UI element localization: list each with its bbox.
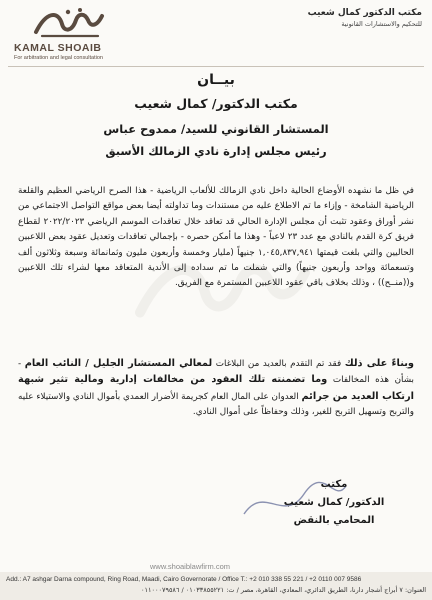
paragraph-2-emphasis: وما تضمنته تلك العقود من مخالفات إدارية ومالية تثير شبهة ارتكاب العديد من جرائم xyxy=(18,374,414,402)
footer-address-english: Add.: A7 ashgar Darna compound, Ring Road, Maadi, Cairo Governorate / Office T.: +2 010 338 55 221 / +2 0110 007 9586 xyxy=(6,576,362,583)
firm-logo xyxy=(6,6,136,64)
statement-title: بيــان xyxy=(197,72,235,88)
paragraph-2-text-c: العدوان على المال العام كجريمة الأضرار العمدي بأموال النادي والاستيلاء عليه والتربح وتسهيل التربح للغير، وذلك وحفاظاً على أموال النادي. xyxy=(18,391,414,418)
statement-from: مكتب الدكتور/ كمال شعيب xyxy=(134,96,298,111)
statement-to-line1: المستشار القانوني للسيد/ ممدوح عباس xyxy=(103,122,329,136)
paragraph-2 xyxy=(18,356,414,421)
paragraph-2-text-a: فقد تم التقدم بالعديد من البلاغات xyxy=(212,359,345,369)
office-name: مكتب الدكتور كمال شعيب xyxy=(307,8,422,18)
logo-calligraphy-icon xyxy=(28,6,108,40)
logo-english-name: KAMAL SHOAIB xyxy=(14,42,102,54)
paragraph-2-text-b: - بشأن هذه المخالفات xyxy=(18,359,414,386)
signature-office: مكتب xyxy=(320,479,348,490)
office-heading xyxy=(308,8,422,28)
logo-tagline: For arbitration and legal consultation xyxy=(14,55,103,61)
signature-block xyxy=(254,476,414,530)
signature-title: المحامي بالنقض xyxy=(293,515,375,526)
office-subtitle: للتحكيم والاستشارات القانونية xyxy=(341,20,422,28)
paragraph-1: في ظل ما نشهده الأوضاع الحالية داخل نادي الزمالك للألعاب الرياضية - هذا الصرح الرياضي العظيم والقلعة الرياضية الشامخة - وإزاء ما تم الاطلاع عليه من مستندات وما تداولته أيضا بعض مواقع التواصل الاجتماعي من نشر أوراق وعقود تثبت أن مجلس الإدارة الحالي قد تعاقد خلال تعاقدات الموسم الرياضي ٢٠٢٢/٢٠٢٣ لقطاع فريق كرة القدم بالنادي مع عدد ٢٣ لاعباً - وهذا ما أمكن حصره - بإجمالي تعاقدات وتعديل عقود بعض اللاعبين الحاليين والتي بلغت قيمتها ١,٠٤٥,٨٣٧,٩٤١ جنيهاً (مليار وخمسة وأربعون مليون وثمانمائة وسبعة وثلاثون ألف وتسعمائة وواحد وأربعون جنيهاً) والتي شملت ما تم سداده إلى الأندية المتعاقد معها لشراء تلك اللاعبين و((منــح)) ، وذلك بخلاف باقي عقود اللاعبين المستمرة مع الفريق. xyxy=(18,186,414,289)
footer-address-arabic: العنوان: ٧ أبراج أشجار دارنا، الطريق الدائري، المعادي، القاهرة، مصر / ت: ٠١٠٣٣٨٥٥٢٢١ / ٠١١٠٠٠٧٩٥٨٦ xyxy=(141,586,426,594)
letterhead xyxy=(0,0,432,70)
header-divider xyxy=(8,66,424,67)
signature-name: الدكتور/ كمال شعيب xyxy=(283,497,385,508)
website-link[interactable]: www.shoaiblawfirm.com xyxy=(150,562,231,571)
paragraph-2-opening: وبناءً على ذلك xyxy=(344,358,414,369)
statement-to-line2: رئيس مجلس إدارة نادي الزمالك الأسبق xyxy=(105,144,327,158)
paragraph-2-recipient: لمعالي المستشار الجليل / النائب العام xyxy=(24,358,213,369)
footer-bar xyxy=(0,572,432,600)
